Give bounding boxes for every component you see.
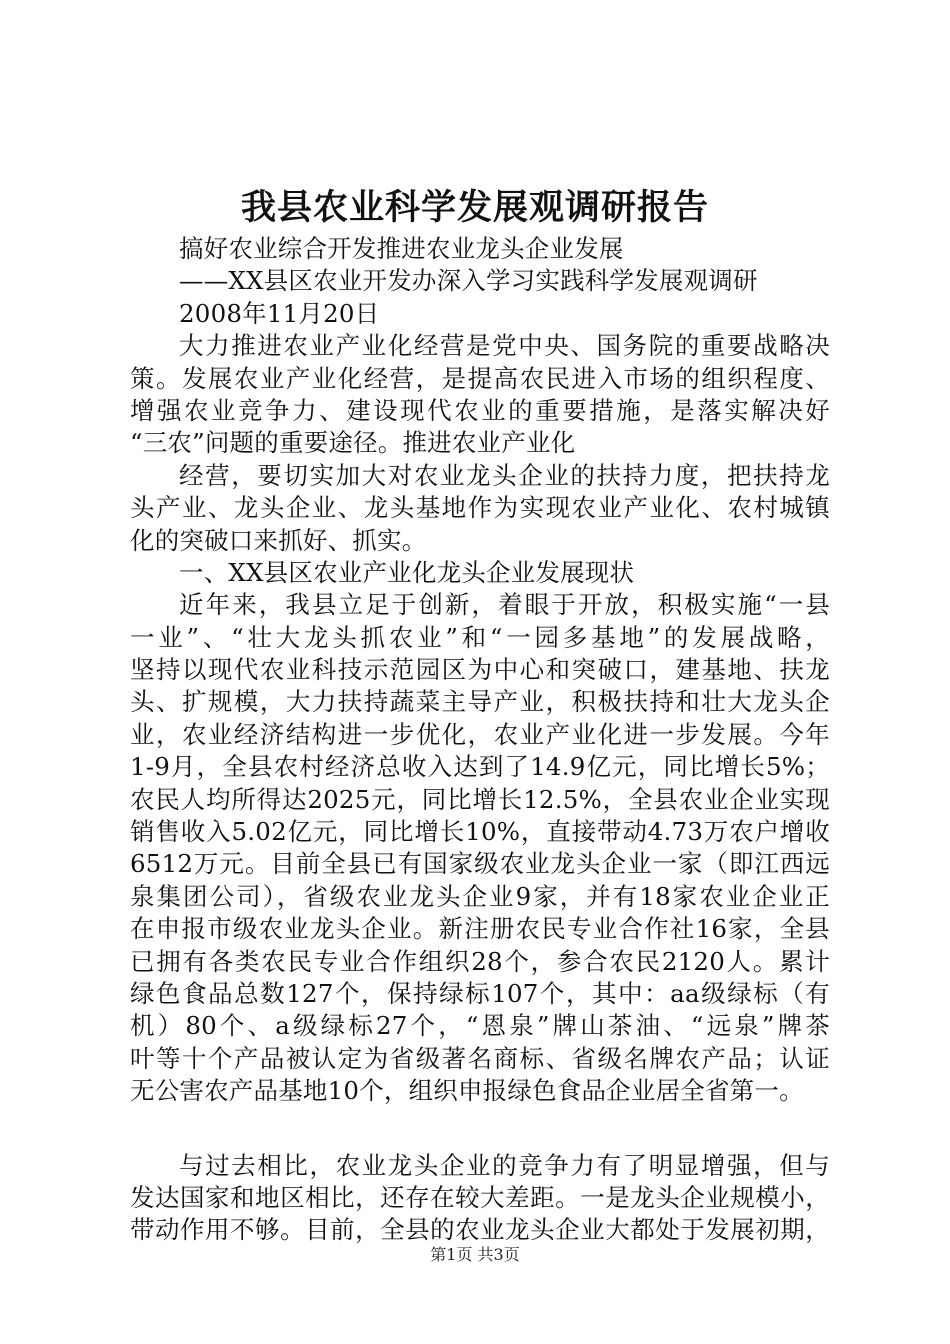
text-line: 经营，要切实加大对农业龙头企业的扶持力度，把扶持龙 (179, 460, 830, 490)
text-line: 搞好农业综合开发推进农业龙头企业发展 (179, 234, 624, 263)
text-line: 大力推进农业产业化经营是党中央、国务院的重要战略决 (179, 331, 830, 361)
text-line: 2008年11月20日 (179, 298, 380, 328)
paragraph-gap (130, 1108, 830, 1150)
text-line: 绿色食品总数127个，保持绿标107个，其中：aa级绿标（有 (130, 978, 830, 1008)
text-line: “三农”问题的重要途径。推进农业产业化 (130, 428, 576, 458)
text-line: 发达国家和地区相比，还存在较大差距。一是龙头企业规模小， (130, 1182, 830, 1212)
text-line: 1-9月，全县农村经济总收入达到了14.9亿元，同比增长5%； (130, 752, 830, 782)
text-line: 近年来，我县立足于创新，着眼于开放，积极实施“一县 (179, 590, 830, 620)
text-line: ——XX县区农业开发办深入学习实践科学发展观调研 (179, 266, 758, 296)
text-line: 无公害农产品基地10个，组织申报绿色食品企业居全省第一。 (130, 1076, 804, 1106)
text-line: 增强农业竞争力、建设现代农业的重要措施，是落实解决好 (130, 395, 830, 425)
document-body (130, 233, 830, 1247)
text-line: 业，农业经济结构进一步优化，农业产业化进一步发展。今年 (130, 719, 830, 749)
text-line: 泉集团公司），省级农业龙头企业9家，并有18家农业企业正 (130, 881, 830, 911)
text-line: 农民人均所得达2025元，同比增长12.5%，全县农业企业实现 (130, 784, 830, 814)
text-line: 头产业、龙头企业、龙头基地作为实现农业产业化、农村城镇 (130, 493, 830, 523)
text-line: 坚持以现代农业科技示范园区为中心和突破口，建基地、扶龙 (130, 655, 830, 685)
text-line: 一业”、“壮大龙头抓农业”和“一园多基地”的发展战略， (130, 622, 830, 652)
text-line: 带动作用不够。目前，全县的农业龙头企业大都处于发展初期， (130, 1215, 830, 1245)
text-line: 化的突破口来抓好、抓实。 (130, 525, 427, 555)
text-line: 销售收入5.02亿元，同比增长10%，直接带动4.73万农户增收 (130, 817, 830, 847)
text-line: 一、XX县区农业产业化龙头企业发展现状 (179, 557, 635, 587)
text-line: 在申报市级农业龙头企业。新注册农民专业合作社16家，全县 (130, 914, 830, 944)
text-line: 策。发展农业产业化经营，是提高农民进入市场的组织程度、 (130, 363, 830, 393)
text-line: 已拥有各类农民专业合作组织28个，参合农民2120人。累计 (130, 946, 830, 976)
text-line: 6512万元。目前全县已有国家级农业龙头企业一家（即江西远 (130, 849, 830, 879)
text-line: 叶等十个产品被认定为省级著名商标、省级名牌农产品；认证 (130, 1043, 830, 1073)
page-footer: 第1页 共3页 (430, 1245, 520, 1264)
text-line: 机）80个、a级绿标27个，“恩泉”牌山茶油、“远泉”牌茶 (130, 1011, 830, 1041)
text-line: 头、扩规模，大力扶持蔬菜主导产业，积极扶持和壮大龙头企 (130, 687, 830, 717)
text-line: 与过去相比，农业龙头企业的竞争力有了明显增强，但与 (179, 1150, 830, 1180)
document-title: 我县农业科学发展观调研报告 (240, 187, 709, 228)
